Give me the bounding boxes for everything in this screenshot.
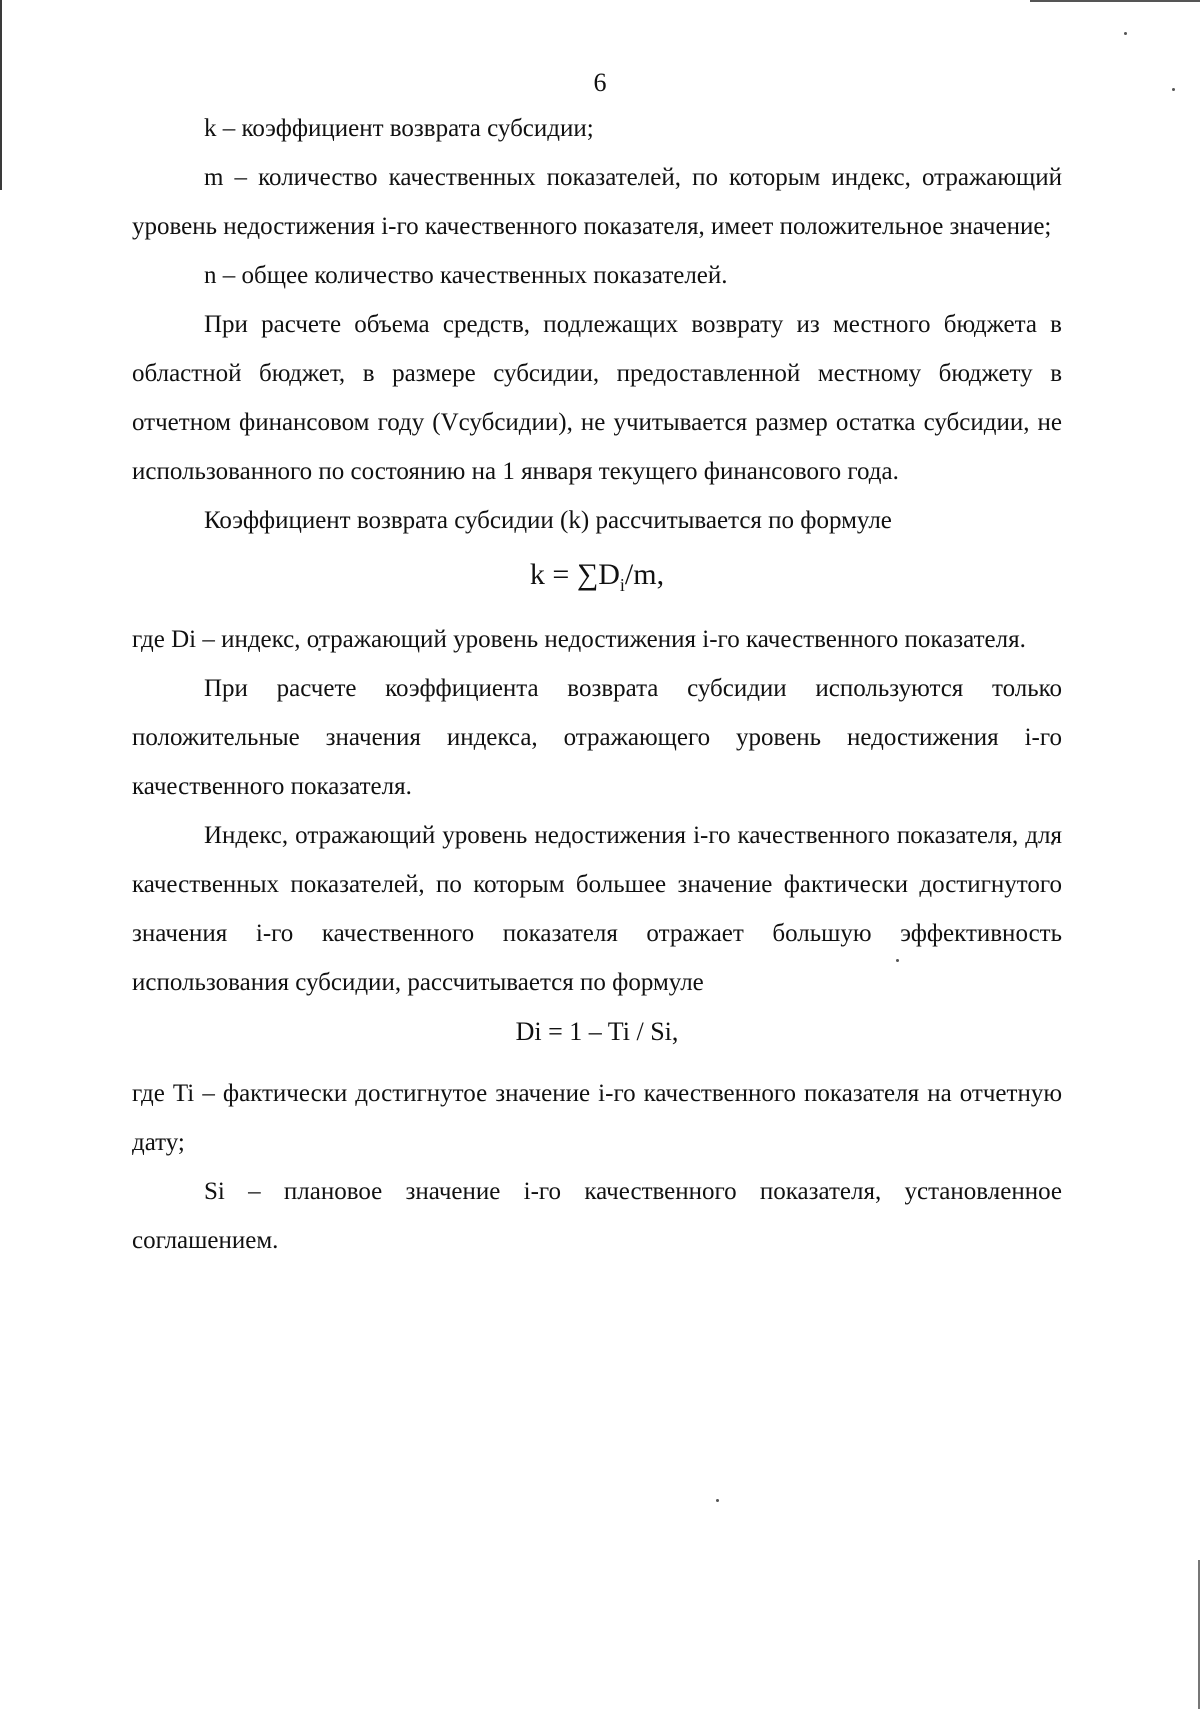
page-number: 6 [593,68,607,97]
formula-k [132,545,1062,615]
definition-n: n – общее количество качественных показателей. [204,262,728,289]
definition-di: где Di – индекс, отражающий уровень недостижения i-го качественного показателя. [132,626,1026,653]
formula-k-subscript: i [619,575,625,595]
formula-k-d: D [598,558,620,591]
paragraph-k-formula-intro: Коэффициент возврата субсидии (k) рассчитывается по формуле [204,507,892,534]
definition-m: m – количество качественных показателей, по которым индекс, отражающий уровень недостижения i-го качественного показателя, имеет положительное значение; [132,164,1062,240]
formula-di: Di = 1 – Ti / Si, [515,1017,679,1046]
definition-ti: где Ti – фактически достигнутое значение i-го качественного показателя на отчетную дату; [132,1080,1062,1156]
definition-si: Si – плановое значение i-го качественного показателя, установленное соглашением. [132,1178,1062,1254]
formula-k-rest: /m, [624,558,665,591]
paragraph-return-volume: При расчете объема средств, подлежащих возврату из местного бюджета в областной бюджет, в размере субсидии, предоставленной местному бюджету в отчетном финансовом году (Vсубсидии), не учитывается размер остатка субсидии, не использованного по состоянию на 1 января текущего финансового года. [132,311,1062,485]
body-text [132,104,1062,1265]
scan-speck [1124,32,1127,35]
paragraph-index-di: Индекс, отражающий уровень недостижения i-го качественного показателя, для качественных показателей, по которым большее значение фактически достигнутого значения i-го качественного показателя отражает большую эффективность использования субсидии, рассчитывается по формуле [132,822,1062,996]
scan-speck [716,1499,719,1502]
scan-edge-top [1030,0,1200,2]
formula-k-sum-sign: ∑ [576,558,599,591]
definition-k: k – коэффициент возврата субсидии; [204,115,594,142]
formula-k-lhs: k = [529,558,577,591]
paragraph-positive-values: При расчете коэффициента возврата субсидии используются только положительные значения индекса, отражающего уровень недостижения i-го качественного показателя. [132,675,1062,800]
